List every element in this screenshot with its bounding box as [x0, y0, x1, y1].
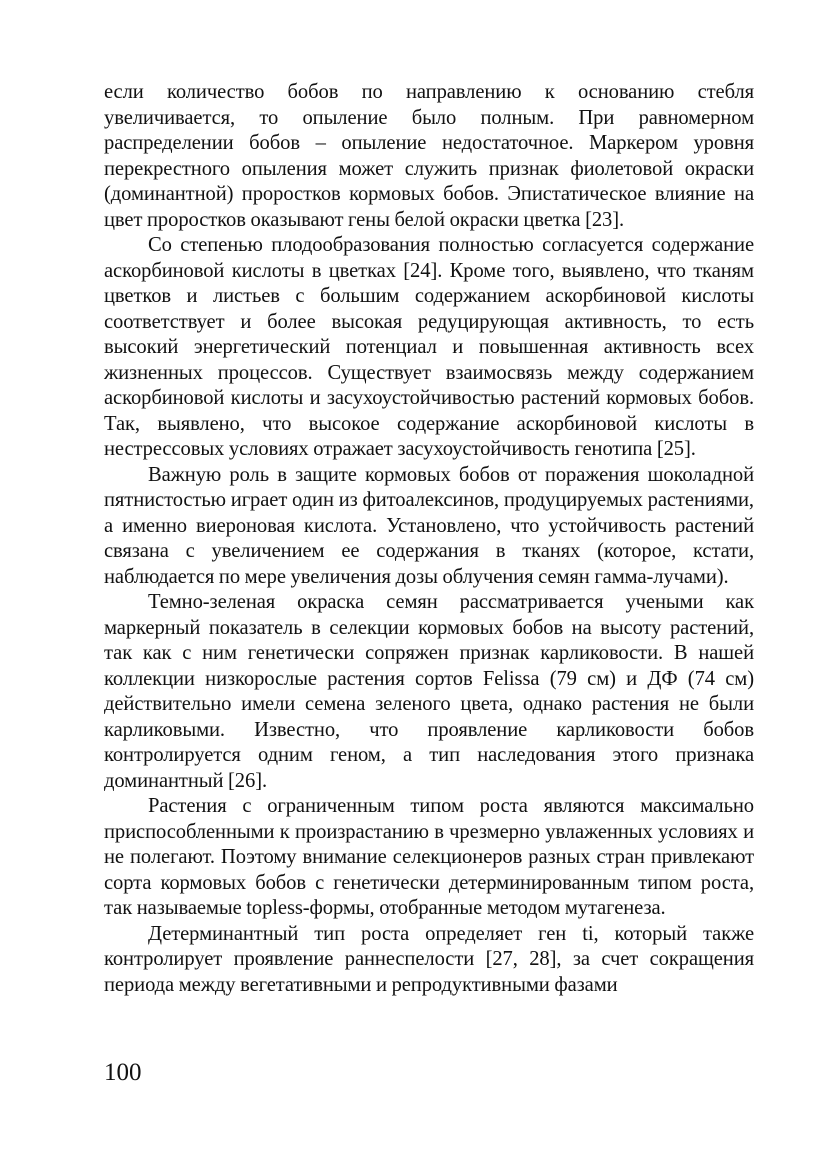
paragraph-3: Важную роль в защите кормовых бобов от поражения шоколадной пятнистостью играет один из фитоалексинов, продуцируемых растениями, а именно виероновая кислота. Установлено, что устойчивость растений связана с увеличением ее содержания в тканях (которое, кстати, наблюдается по мере увеличения дозы облучения семян гамма-лучами). — [104, 463, 754, 588]
page-number: 100 — [104, 1059, 142, 1086]
paragraph-2: Со степенью плодообразования полностью согласуется содержание аскорбиновой кислоты в цветках [24]. Кроме того, выявлено, что тканям цветков и листьев с большим содержанием аскорбиновой кислоты соответствует и более высокая редуцирующая активность, то есть высокий энергетический потенциал и повышенная активность всех жизненных процессов. Существует взаимосвязь между содержанием аскорбиновой кислоты и засухоустойчивостью растений кормовых бобов. Так, выявлено, что высокое содержание аскорбиновой кислоты в нестрессовых условиях отражает засухоустойчивость генотипа [25]. — [104, 234, 754, 460]
paragraph-4: Темно-зеленая окраска семян рассматривается учеными как маркерный показатель в селекции кормовых бобов на высоту растений, так как с ним генетически сопряжен признак карликовости. В нашей коллекции низкорослые растения сортов Felissa (79 см) и ДФ (74 см) действительно имели семена зеленого цвета, однако растения не были карликовыми. Известно, что проявление карликовости бобов контролируется одним геном, а тип наследования этого признака доминантный [26]. — [104, 591, 754, 792]
page-body — [104, 80, 754, 1040]
paragraph-6: Детерминантный тип роста определяет ген ti, который также контролирует проявление раннеспелости [27, 28], за счет сокращения периода между вегетативными и репродуктивными фазами — [104, 922, 754, 996]
paragraph-1: если количество бобов по направлению к основанию стебля увеличивается, то опыление было полным. При равномерном распределении бобов – опыление недостаточное. Маркером уровня перекрестного опыления может служить признак фиолетовой окраски (доминантной) проростков кормовых бобов. Эпистатическое влияние на цвет проростков оказывают гены белой окраски цветка [23]. — [104, 81, 754, 231]
paragraph-5: Растения с ограниченным типом роста являются максимально приспособленными к произрастанию в чрезмерно увлаженных условиях и не полегают. Поэтому внимание селекционеров разных стран привлекают сорта кормовых бобов с генетически детерминированным типом роста, так называемые topless-формы, отобранные методом мутагенеза. — [104, 795, 754, 919]
